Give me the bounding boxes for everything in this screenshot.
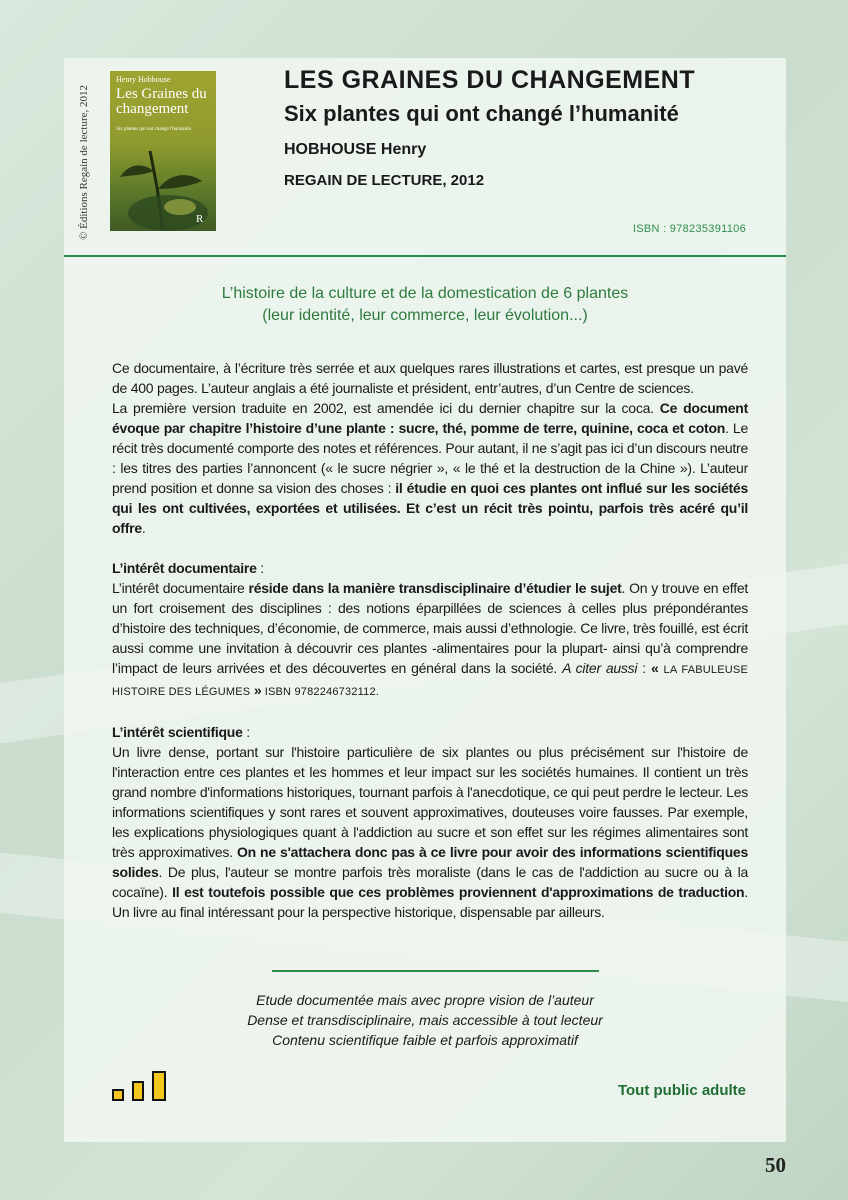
page-number: 50	[765, 1153, 786, 1177]
cover-subtitle: Six plantes qui ont changé l'humanité	[116, 127, 191, 132]
book-subtitle: Six plantes qui ont changé l’humanité	[284, 101, 679, 126]
tagline-line-2: (leur identité, leur commerce, leur évolution...)	[262, 307, 588, 324]
cover-author: Henry Hobhouse	[116, 75, 171, 84]
cover-title: Les Graines du changement	[116, 86, 207, 117]
copyright-notice: © Éditions Regain de lecture, 2012	[78, 85, 90, 240]
header-divider	[64, 255, 786, 257]
summary-line-3: Contenu scientifique faible et parfois approximatif	[272, 1032, 578, 1048]
tagline	[64, 283, 786, 327]
tagline-line-1: L’histoire de la culture et de la domestication de 6 plantes	[221, 285, 629, 302]
doc-section-heading: L’intérêt documentaire :	[112, 560, 264, 576]
level-bar-3	[152, 1071, 166, 1101]
book-title: LES GRAINES DU CHANGEMENT	[284, 66, 696, 94]
book-author: HOBHOUSE Henry	[284, 141, 427, 158]
level-bar-1	[112, 1089, 124, 1101]
doc-section-paragraph: L’intérêt documentaire réside dans la manière transdisciplinaire d’étudier le sujet. On y trouve en effet un fort croisement des disciplines : des notions éparpillées de sciences à celles plus prépondérantes d’histoire des techniques, d’économie, de commerce, mais aussi d’ethnologie. Ce livre, très fouillé, est écrit aussi comme une invitation à découvrir ces plantes -alimentaires pour la plupart- ainsi qu’à comprendre l’impact de leurs arrivées et des découvertes en général dans la société. A citer aussi : « LA FABULEUSE HISTOIRE DES LÉGUMES » ISBN 9782246732112.	[112, 580, 749, 698]
sci-section-paragraph: Un livre dense, portant sur l'histoire particulière de six plantes ou plus précisément sur l'histoire de l'interaction entre ces plantes et les hommes et leur impact sur les sociétés humaines. Il contient un très grand nombre d'informations historiques, tournant parfois à l'anecdotique, ce qui peut perdre le lecteur. Les informations scientifiques y sont rares et souvent approximatives, douteuses voire fausses. Par exemple, les explications physiologiques quant à l'addiction au sucre et son effet sur les régimes alimentaires sont très approximatives. On ne s'attachera donc pas à ce livre pour avoir des informations scientifiques solides. De plus, l'auteur se montre parfois très moraliste (dans le cas de l'addiction au sucre ou à la cocaïne). Il est toutefois possible que ces problèmes proviennent d'approximations de traduction. Un livre au final intéressant pour la perspective historique, dispensable par ailleurs.	[112, 744, 749, 920]
book-publisher: REGAIN DE LECTURE, 2012	[284, 172, 485, 189]
cover-publisher-mark: R	[196, 213, 204, 225]
summary-divider	[272, 970, 599, 972]
audience-label: Tout public adulte	[617, 1082, 746, 1099]
isbn: ISBN : 978235391106	[632, 223, 746, 235]
level-bar-2	[132, 1081, 144, 1101]
book-cover	[110, 71, 216, 231]
sci-section-heading: L’intérêt scientifique :	[112, 724, 250, 740]
intro-paragraph: Ce documentaire, à l’écriture très serrée et aux quelques rares illustrations et cartes, est presque un pavé de 400 pages. L’auteur anglais a été journaliste et président, entr’autres, d’un Centre de sciences.	[112, 360, 748, 396]
difficulty-level-icon	[112, 1071, 176, 1101]
summary-line-2: Dense et transdisciplinaire, mais accessible à tout lecteur	[247, 1012, 603, 1028]
summary-paragraph: La première version traduite en 2002, est amendée ici du dernier chapitre sur la coca. Ce document évoque par chapitre l’histoire d’une plante : sucre, thé, pomme de terre, quinine, coca et coton. Le récit très documenté comporte des notes et références. Pour autant, il ne s’agit pas ici d’un discours neutre : les titres des parties l’annoncent (« le sucre négrier », « le thé et la destruction de la Chine »). L’auteur prend position et donne sa vision des choses : il étudie en quoi ces plantes ont influé sur les sociétés qui les ont cultivées, exportées et utilisées. Et c’est un récit très pointu, parfois très acéré qu’il offre.	[112, 400, 748, 536]
review-body	[112, 358, 748, 922]
summary-box	[64, 990, 786, 1050]
summary-line-1: Etude documentée mais avec propre vision de l’auteur	[256, 992, 594, 1008]
